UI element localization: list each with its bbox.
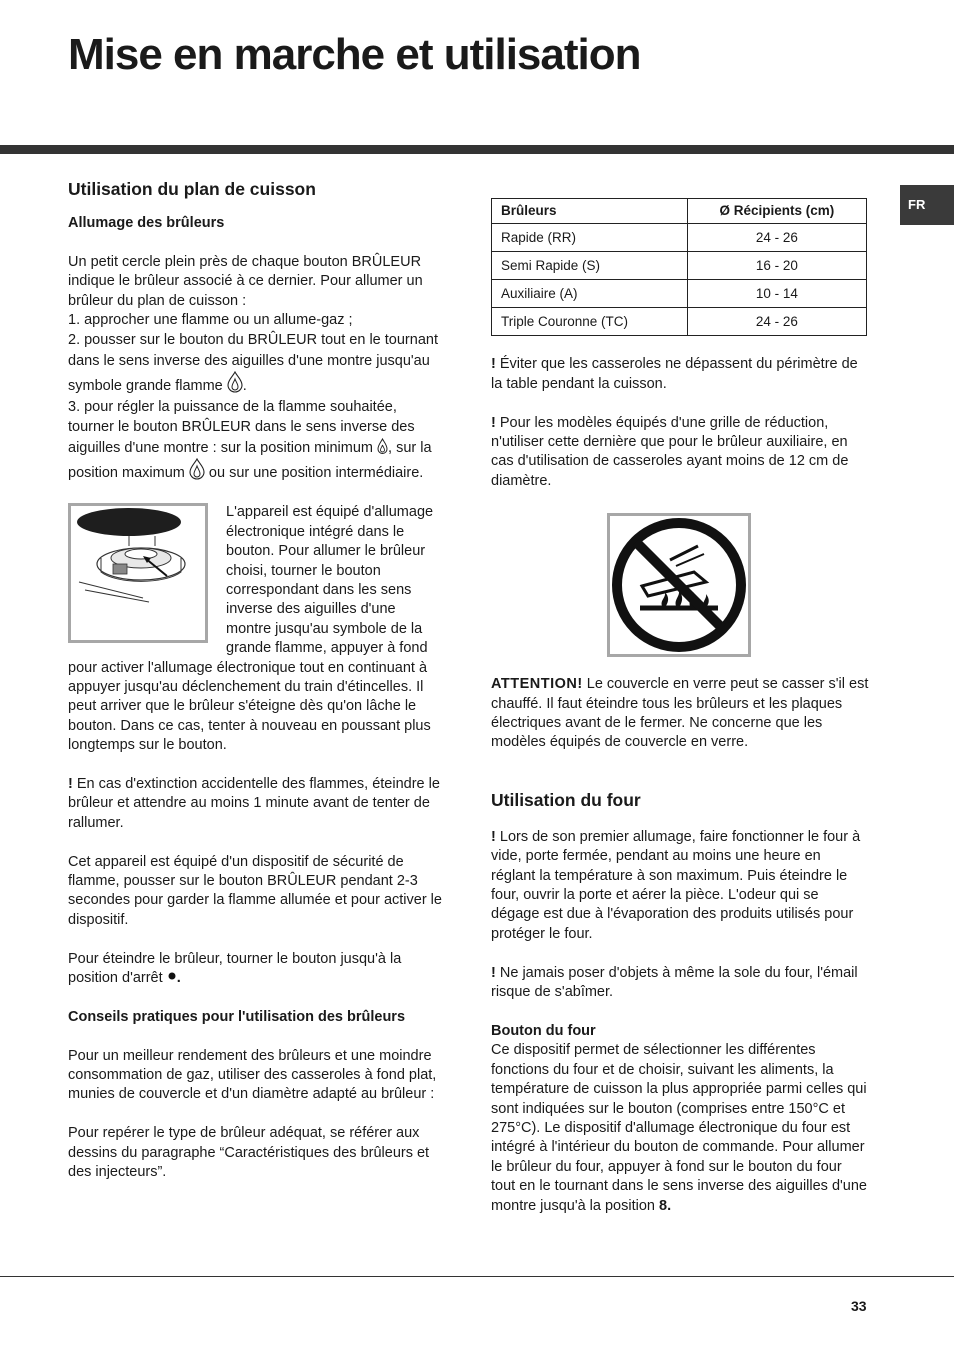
table-cell: 16 - 20	[687, 252, 866, 280]
paragraph-safety: Cet appareil est équipé d'un dispositif de sécurité de flamme, pousser sur le bouton BRÛLEUR pendant 2-3 secondes pour garder la flamme allumée et pour activer le dispositif.	[68, 853, 442, 928]
paragraph-burner-type: Pour repérer le type de brûleur adéquat, se référer aux dessins du paragraphe “Caractéristiques des brûleurs et des injecteurs”.	[68, 1125, 430, 1181]
table-cell: 24 - 26	[687, 308, 866, 336]
no-heat-lid-warning-icon	[607, 513, 751, 657]
table-cell: Semi Rapide (S)	[492, 252, 688, 280]
subheading-ignition: Allumage des brûleurs	[68, 215, 225, 231]
step-1: 1. approcher une flamme ou un allume-gaz ;	[68, 312, 353, 329]
step-2: 2. pousser sur le bouton du BRÛLEUR tout en le tournant dans le sens inverse des aiguilles d'une montre jusqu'au symbole grande flamme .	[68, 332, 438, 395]
large-flame-icon	[227, 371, 243, 393]
table-header: Ø Récipients (cm)	[687, 199, 866, 224]
paragraph-oven-first-use: ! Lors de son premier allumage, faire fonctionner le four à vide, porte fermée, pendant au moins une heure en réglant la température à son maximum. Puis éteindre le four, ouvrir la porte et aérer la pièce. L'odeur qui se dégage est due à l'évaporation des produits utilisés pour protéger le four.	[491, 828, 861, 942]
burner-illustration	[68, 503, 208, 643]
table-row	[492, 308, 867, 336]
section-title-oven: Utilisation du four	[491, 789, 641, 810]
paragraph-turn-off: Pour éteindre le brûleur, tourner le bouton jusqu'à la position d'arrêt .	[68, 950, 402, 987]
left-column	[68, 178, 442, 1182]
off-dot-icon	[167, 971, 177, 985]
table-row	[492, 280, 867, 308]
attention-paragraph: ATTENTION! Le couvercle en verre peut se casser s'il est chauffé. Il faut éteindre tous les brûleurs et les plaques électriques avant de le fermer. Ne concerne que les modèles équipés de couvercle en verre.	[491, 676, 869, 751]
table-cell: Auxiliaire (A)	[492, 280, 688, 308]
table-cell: Rapide (RR)	[492, 224, 688, 252]
paragraph-oven-knob: Ce dispositif permet de sélectionner les différentes fonctions du four et de choisir, suivant les aliments, la température de cuisson la plus appropriée parmi celles qui sont indiquées sur le bouton (comprises entre 150°C et 275°C). Le dispositif d'allumage électronique du four est intégré à l'intérieur du bouton de commande. Pour allumer le brûleur du four, appuyer à fond sur le bouton du four tout en le tournant dans le sens inverse des aiguilles d'une montre jusqu'à la position 8.	[491, 1042, 867, 1214]
right-column	[491, 198, 869, 1216]
subheading-oven-knob: Bouton du four	[491, 1022, 596, 1039]
paragraph-oven-floor: ! Ne jamais poser d'objets à même la sole du four, l'émail risque de s'abîmer.	[491, 964, 858, 1001]
table-header-row	[492, 199, 867, 224]
small-flame-icon	[377, 438, 388, 455]
paragraph-efficiency: Pour un meilleur rendement des brûleurs et une moindre consommation de gaz, utiliser des casseroles à fond plat, munies de couvercle et d'un diamètre adapté au brûleur :	[68, 1047, 437, 1103]
table-cell: 24 - 26	[687, 224, 866, 252]
burner-table	[491, 198, 867, 336]
language-tab: FR	[900, 185, 954, 225]
table-header: Brûleurs	[492, 199, 688, 224]
top-divider	[0, 145, 954, 154]
table-row	[492, 224, 867, 252]
paragraph-intro: Un petit cercle plein près de chaque bouton BRÛLEUR indique le brûleur associé à ce dernier. Pour allumer un brûleur du plan de cuisson :	[68, 253, 423, 309]
table-cell: Triple Couronne (TC)	[492, 308, 688, 336]
page-number: 33	[851, 1298, 867, 1314]
subheading-tips: Conseils pratiques pour l'utilisation des brûleurs	[68, 1008, 406, 1025]
table-cell: 10 - 14	[687, 280, 866, 308]
bottom-divider	[0, 1276, 954, 1277]
section-title-cooktop: Utilisation du plan de cuisson	[68, 179, 316, 199]
warning-reduction-grid: ! Pour les modèles équipés d'une grille de réduction, n'utiliser cette dernière que pour le brûleur auxiliaire, en cas d'utilisation de casseroles ayant moins de 12 cm de diamètre.	[491, 414, 849, 489]
step-3: 3. pour régler la puissance de la flamme souhaitée, tourner le bouton BRÛLEUR dans le sens inverse des aiguilles d'une montre : sur la position minimum , sur la position maximum ou sur une position intermédiaire.	[68, 398, 432, 482]
paragraph-electronic-ignition: L'appareil est équipé d'allumage électronique intégré dans le bouton. Pour allumer le brûleur choisi, tourner le bouton correspondant dans les sens inverse des aiguilles d'une montre jusqu'au symbole de la grande flamme, appuyer à fond pour activer l'allumage électronique tout en continuant à appuyer jusqu'au déclenchement du train d'étincelles. Il peut arriver que le brûleur s'éteigne dès qu'on lâche le bouton. Dans ce cas, tenter à nouveau en poussant plus longtemps sur le bouton.	[68, 504, 434, 754]
warning-pans: ! Éviter que les casseroles ne dépassent du périmètre de la table pendant la cuisson.	[491, 356, 858, 392]
large-flame-icon	[189, 458, 205, 480]
paragraph-extinction: ! En cas d'extinction accidentelle des flammes, éteindre le brûleur et attendre au moins 1 minute avant de tenter de rallumer.	[68, 775, 440, 831]
table-row	[492, 252, 867, 280]
page-title: Mise en marche et utilisation	[68, 30, 641, 79]
